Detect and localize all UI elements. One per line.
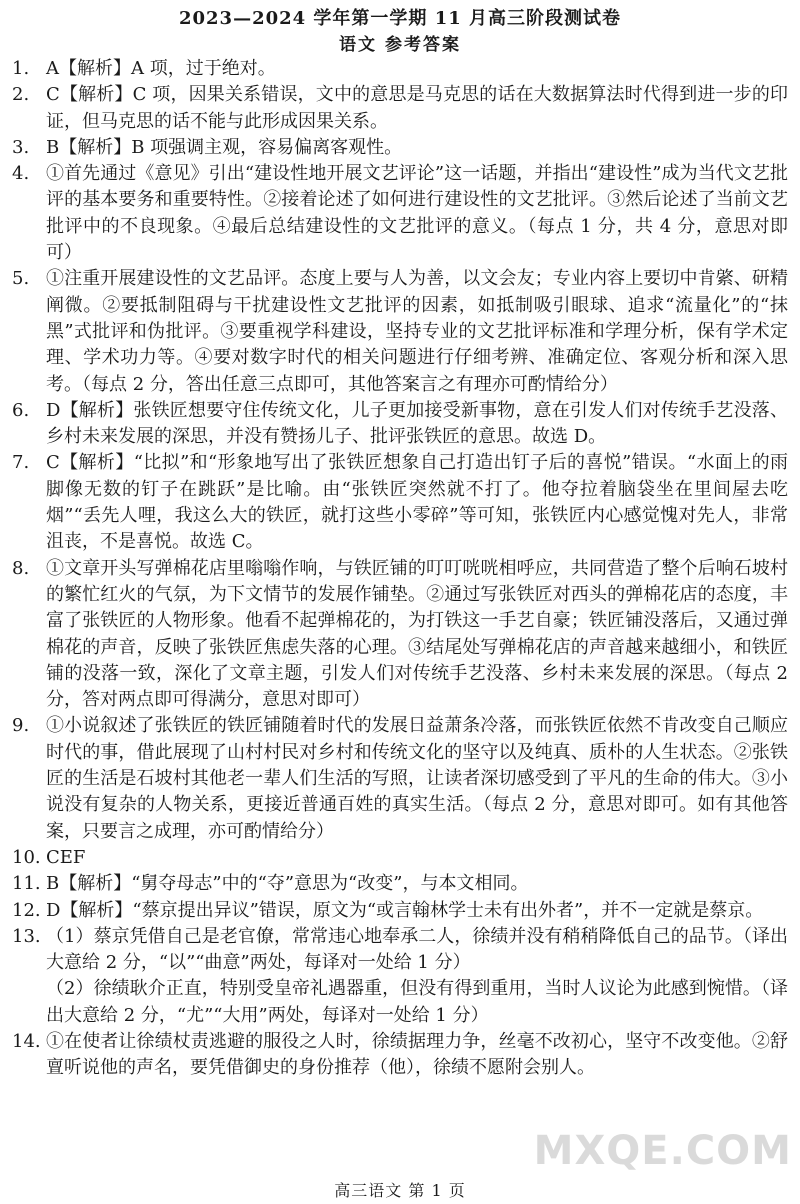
answer-item-5	[12, 266, 788, 397]
answer-text: D【解析】“蔡京提出异议”错误，原文为“或言翰林学士未有出外者”，并不一定就是蔡京。	[46, 899, 764, 921]
answer-text: A【解析】A 项，过于绝对。	[46, 58, 276, 79]
answer-text: B【解析】B 项强调主观，容易偏离客观性。	[46, 136, 403, 158]
answer-number: 10.	[12, 846, 41, 868]
answer-item-6	[12, 398, 788, 451]
answer-list	[12, 56, 788, 1082]
answer-number: 2.	[12, 84, 30, 106]
answer-item-10	[12, 845, 788, 871]
answer-text: ①文章开头写弹棉花店里嗡嗡作响，与铁匠铺的叮叮咣咣相呼应，共同营造了整个后响石坡村的繁忙红火的气氛，为下文情节的发展作铺垫。②通过写张铁匠对西头的弹棉花店的态度，丰富了张铁匠的人物形象。他看不起弹棉花的，为打铁这一手艺自豪；铁匠铺没落后，又通过弹棉花的声音，反映了张铁匠焦虑失落的心理。③结尾处写弹棉花店的声音越来越细小，和铁匠铺的没落一致，深化了文章主题，引发人们对传统手艺没落、乡村未来发展的深思。（每点 2 分，答对两点即可得满分，意思对即可）	[46, 557, 788, 711]
answer-item-1	[12, 56, 788, 82]
answer-text: CEF	[46, 846, 86, 868]
answer-item-9	[12, 713, 788, 844]
site-watermark: MXQE.COM	[533, 1128, 792, 1174]
answer-text: C【解析】“比拟”和“形象地写出了张铁匠想象自己打造出钉子后的喜悦”错误。“水面上的雨脚像无数的钉子在跳跃”是比喻。由“张铁匠突然就不打了。他夺拉着脑袋坐在里间屋去吃烟”“丢先人哩，我这么大的铁匠，就打这些小零碎”等可知，张铁匠内心感觉愧对先人，非常沮丧，不是喜悦。故选 C。	[46, 452, 788, 553]
answer-item-8	[12, 556, 788, 714]
answer-item-2	[12, 82, 788, 135]
answer-number: 3.	[12, 136, 30, 158]
answer-item-14	[12, 1029, 788, 1082]
answer-text: ①在使者让徐绩杖责逃避的服役之人时，徐绩据理力争，丝毫不改初心，坚守不改变他。②舒亶听说他的声名，要凭借御史的身份推荐（他），徐绩不愿附会别人。	[46, 1030, 788, 1079]
answer-number: 12.	[12, 899, 41, 921]
answer-number: 9.	[12, 715, 30, 737]
page-title: 2023—2024 学年第一学期 11 月高三阶段测试卷	[178, 8, 622, 29]
answer-number: 14.	[12, 1030, 41, 1052]
answer-item-4	[12, 161, 788, 266]
answer-text: （1）蔡京凭借自己是老官僚，常常违心地奉承二人，徐绩并没有稍稍降低自己的品节。（译出大意给 2 分，“以”“曲意”两处，每译对一处给 1 分）	[46, 925, 788, 974]
answer-text-part-2: （2）徐绩耿介正直，特别受皇帝礼遇器重，但没有得到重用，当时人议论为此感到惋惜。（译出大意给 2 分，“尤”“大用”两处，每译对一处给 1 分）	[46, 978, 788, 1026]
answer-text: ①首先通过《意见》引出“建设性地开展文艺评论”这一话题，并指出“建设性”成为当代文艺批评的基本要务和重要特性。②接着论述了如何进行建设性的文艺批评。③然后论述了当前文艺批评中的不良现象。④最后总结建设性的文艺批评的意义。（每点 1 分，共 4 分，意思对即可）	[46, 163, 788, 264]
answer-item-11	[12, 871, 788, 897]
answer-number: 11.	[12, 873, 41, 895]
answer-number: 5.	[12, 268, 30, 290]
answer-number: 6.	[12, 399, 30, 421]
answer-item-7	[12, 450, 788, 555]
answer-text: D【解析】张铁匠想要守住传统文化，儿子更加接受新事物，意在引发人们对传统手艺没落、乡村未来发展的深思，并没有赞扬儿子、批评张铁匠的意思。故选 D。	[46, 399, 788, 448]
answer-text: C【解析】C 项，因果关系错误，文中的意思是马克思的话在大数据算法时代得到进一步的印证，但马克思的话不能与此形成因果关系。	[46, 84, 788, 132]
answer-item-3	[12, 135, 788, 161]
answer-number: 7.	[12, 452, 30, 474]
answer-text: ①注重开展建设性的文艺品评。态度上要与人为善，以文会友；专业内容上要切中肯綮、研精阐微。②要抵制阻碍与干扰建设性文艺批评的因素，如抵制吸引眼球、追求“流量化”的“抹黑”式批评和伪批评。③要重视学科建设，坚持专业的文艺批评标准和学理分析，保有学术定理、学术功力等。④要对数字时代的相关问题进行仔细考辨、准确定位、客观分析和深入思考。（每点 2 分，答出任意三点即可，其他答案言之有理亦可酌情给分）	[46, 268, 788, 395]
answer-text: B【解析】“舅夺母志”中的“夺”意思为“改变”，与本文相同。	[46, 873, 529, 895]
answer-number: 13.	[12, 925, 41, 947]
page-subtitle: 语文 参考答案	[339, 35, 461, 55]
answer-item-12	[12, 898, 788, 924]
answer-number: 8.	[12, 557, 30, 579]
answer-number: 4.	[12, 163, 30, 185]
answer-text: ①小说叙述了张铁匠的铁匠铺随着时代的发展日益萧条冷落，而张铁匠依然不肯改变自己顺应时代的事，借此展现了山村村民对乡村和传统文化的坚守以及纯真、质朴的人生状态。②张铁匠的生活是石坡村其他老一辈人们生活的写照，让读者深切感受到了平凡的生命的伟大。③小说没有复杂的人物关系，更接近普通百姓的真实生活。（每点 2 分，意思对即可。如有其他答案，只要言之成理，亦可酌情给分）	[46, 715, 788, 842]
page-footer: 高三语文 第 1 页	[334, 1181, 466, 1200]
answer-item-13	[12, 924, 788, 1029]
answer-number: 1.	[12, 58, 30, 79]
